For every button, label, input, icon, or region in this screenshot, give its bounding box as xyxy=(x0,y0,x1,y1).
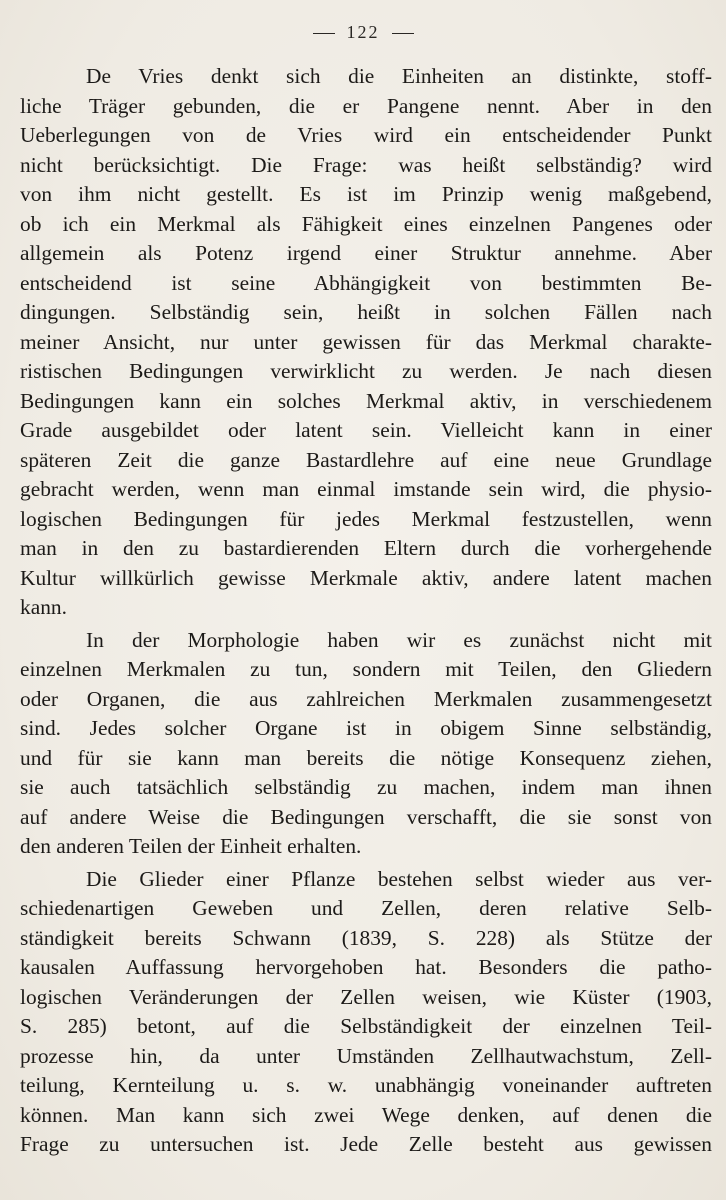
text-line: man in den zu bastardierenden Eltern durch die vorhergehende xyxy=(20,536,712,560)
page-header xyxy=(0,22,726,43)
text-line: auf andere Weise die Bedingungen verschafft, die sie sonst von xyxy=(20,804,712,829)
text-line: ob ich ein Merkmal als Fähigkeit eines einzelnen Pangenes oder xyxy=(20,211,712,236)
text-line: sie auch tatsächlich selbständig zu machen, indem man ihnen xyxy=(20,775,712,799)
text-line: liche Träger gebunden, die er Pangene nennt. Aber in den xyxy=(20,93,712,118)
text-line: Frage zu untersuchen ist. Jede Zelle besteht aus gewissen xyxy=(20,1132,712,1156)
text-line: allgemein als Potenz irgend einer Struktur annehme. Aber xyxy=(20,241,712,265)
text-line: teilung, Kernteilung u. s. w. unabhängig voneinander auftreten xyxy=(20,1073,712,1097)
text-line: logischen Bedingungen für jedes Merkmal festzustellen, wenn xyxy=(20,506,712,531)
text-line: In der Morphologie haben wir es zunächst nicht mit xyxy=(86,627,712,652)
text-line: nicht berücksichtigt. Die Frage: was heißt selbständig? wird xyxy=(20,152,712,177)
text-line: von ihm nicht gestellt. Es ist im Prinzip wenig maßgebend, xyxy=(20,182,712,206)
body-text xyxy=(20,62,712,1160)
text-line: können. Man kann sich zwei Wege denken, auf denen die xyxy=(20,1102,712,1127)
text-line: dingungen. Selbständig sein, heißt in solchen Fällen nach xyxy=(20,300,712,324)
text-line: S. 285) betont, auf die Selbständigkeit der einzelnen Teil- xyxy=(20,1014,712,1038)
paragraph xyxy=(20,865,712,1160)
text-line: meiner Ansicht, nur unter gewissen für das Merkmal charakte- xyxy=(20,329,712,354)
header-dash-right xyxy=(392,33,414,34)
text-line: oder Organen, die aus zahlreichen Merkmalen zusammengesetzt xyxy=(20,686,712,711)
text-line: einzelnen Merkmalen zu tun, sondern mit Teilen, den Gliedern xyxy=(20,657,712,681)
text-line: Die Glieder einer Pflanze bestehen selbst wieder aus ver- xyxy=(86,866,712,891)
text-line: und für sie kann man bereits die nötige Konsequenz ziehen, xyxy=(20,745,712,770)
text-line: Ueberlegungen von de Vries wird ein entscheidender Punkt xyxy=(20,123,712,147)
text-line: De Vries denkt sich die Einheiten an distinkte, stoff- xyxy=(86,64,712,88)
text-line: Kultur willkürlich gewisse Merkmale aktiv, andere latent machen xyxy=(20,565,712,590)
paragraph xyxy=(20,626,712,862)
text-line: ständigkeit bereits Schwann (1839, S. 228) als Stütze der xyxy=(20,925,712,950)
text-line: gebracht werden, wenn man einmal imstande sein wird, die physio- xyxy=(20,477,712,501)
text-line: den anderen Teilen der Einheit erhalten. xyxy=(20,834,362,858)
text-line: kann. xyxy=(20,595,67,619)
text-line: Bedingungen kann ein solches Merkmal aktiv, in verschiedenem xyxy=(20,388,712,413)
text-line: entscheidend ist seine Abhängigkeit von bestimmten Be- xyxy=(20,270,712,295)
page-number: 122 xyxy=(346,22,380,42)
text-line: späteren Zeit die ganze Bastardlehre auf eine neue Grundlage xyxy=(20,447,712,472)
text-line: kausalen Auffassung hervorgehoben hat. Besonders die patho- xyxy=(20,955,712,979)
text-line: sind. Jedes solcher Organe ist in obigem Sinne selbständig, xyxy=(20,716,712,740)
text-line: schiedenartigen Geweben und Zellen, deren relative Selb- xyxy=(20,896,712,920)
text-line: ristischen Bedingungen verwirklicht zu werden. Je nach diesen xyxy=(20,359,712,383)
text-line: prozesse hin, da unter Umständen Zellhautwachstum, Zell- xyxy=(20,1043,712,1068)
header-dash-left xyxy=(313,33,335,34)
text-line: Grade ausgebildet oder latent sein. Vielleicht kann in einer xyxy=(20,418,712,442)
text-line: logischen Veränderungen der Zellen weisen, wie Küster (1903, xyxy=(20,984,712,1009)
paragraph xyxy=(20,62,712,623)
